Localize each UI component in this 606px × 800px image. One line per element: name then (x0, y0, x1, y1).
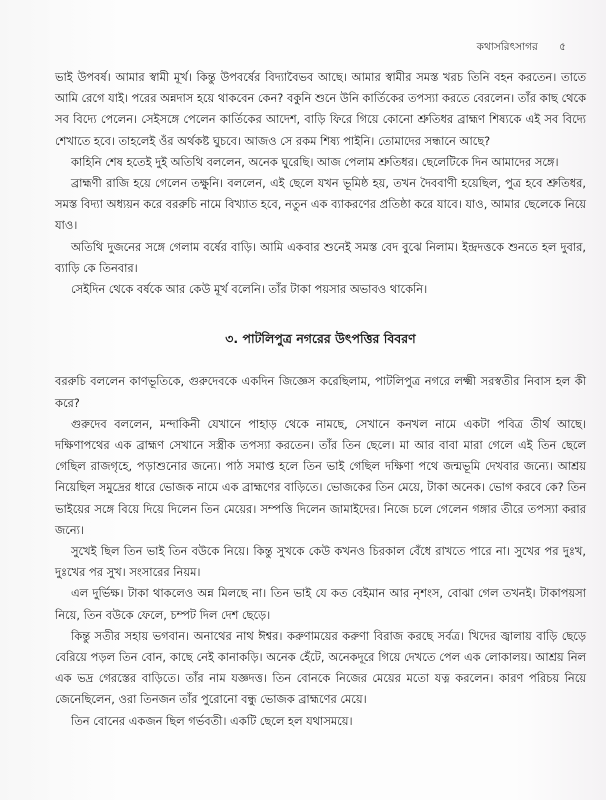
paragraph: সেইদিন থেকে বর্ষকে আর কেউ মূর্খ বলেনি। তাঁর টাকা পয়সার অভাবও থাকেনি। (71, 282, 428, 297)
paragraph: ব্রাহ্মণী রাজি হয়ে গেলেন তক্ষুনি। বললেন, এই ছেলে যখন ভূমিষ্ঠ হয়, তখন দৈববাণী হয়েছিল, পুত্র হবে শ্রুতিধর, সমস্ত বিদ্যা অধ্যয়ন করে বররুচি নামে বিখ্যাত হবে, নতুন এক ব্যাকরণের প্রতিষ্ঠা করে যাবে। যাও, আমার ছেলেকে নিয়ে যাও। (55, 176, 586, 233)
running-head (477, 40, 566, 57)
page-body (55, 67, 586, 732)
paragraph: সুখেই ছিল তিন ভাই তিন বউকে নিয়ে। কিন্তু সুখকে কেউ কখনও চিরকাল বেঁধে রাখতে পারে না। সুখের পর দুঃখ, দুঃখের পর সুখ। সংসারের নিয়ম। (55, 544, 586, 580)
paragraph: কাহিনি শেষ হতেই দুই অতিথি বললেন, অনেক ঘুরেছি। আজ পেলাম শ্রুতিধর। ছেলেটিকে দিন আমাদের সঙ্গে। (71, 154, 559, 169)
paragraph: কিন্তু সতীর সহায় ভগবান। অনাথের নাথ ঈশ্বর। করুণাময়ের করুণা বিরাজ করছে সর্বত্র। খিদের জ্বালায় বাড়ি ছেড়ে বেরিয়ে পড়ল তিন বোন, কাছে নেই কানাকড়ি। অনেক হেঁটে, অনেকদূরে গিয়ে দেখতে পেল এক লোকালয়। আশ্রয় নিল এক ভদ্র গেরস্তের বাড়িতে। তাঁর নাম যজ্ঞদত্ত। তিন বোনকে নিজের মেয়ের মতো যত্ন করলেন। কারণ পরিচয় নিয়ে জেনেছিলেন, ওরা তিনজন তাঁর পুরোনো বন্ধু ভোজক ব্রাহ্মণের মেয়ে। (55, 628, 586, 707)
page-number: ৫ (559, 41, 566, 53)
paragraph: গুরুদেব বললেন, মন্দাকিনী যেখানে পাহাড় থেকে নামছে, সেখানে কনখল নামে একটা পবিত্র তীর্থ আছে। দক্ষিণাপথের এক ব্রাহ্মণ সেখানে সস্ত্রীক তপস্যা করতেন। তাঁর তিন ছেলে। মা আর বাবা মারা গেলে এই তিন ছেলে গেছিল রাজগৃহে, পড়াশুনোর জন্যে। পাঠ সমাপ্ত হলে তিন ভাই গেছিল দক্ষিণা পথে জন্মভূমি দেখবার জন্যে। আশ্রয় নিয়েছিল সমুদ্রের ধারে ভোজক নামে এক ব্রাহ্মণের বাড়িতে। ভোজকের তিন মেয়ে, টাকা অনেক। ভোগ করবে কে? তিন ভাইয়ের সঙ্গে বিয়ে দিয়ে দিলেন তিন মেয়ের। সম্পত্তি দিলেন জামাইদের। নিজে চলে গেলেন গঙ্গার তীরে তপস্যা করার জন্যে। (55, 416, 586, 537)
paragraph: অতিথি দুজনের সঙ্গে গেলাম বর্ষের বাড়ি। আমি একবার শুনেই সমস্ত বেদ বুঝে নিলাম। ইন্দ্রদত্তকে শুনতে হল দুবার, ব্যাড়ি কে তিনবার। (55, 239, 586, 275)
paragraph: এল দুর্ভিক্ষ। টাকা থাকলেও অন্ন মিলছে না। তিন ভাই যে কত বেইমান আর নৃশংস, বোঝা গেল তখনই। টাকাপয়সা নিয়ে, তিন বউকে ফেলে, চম্পট দিল দেশ ছেড়ে। (55, 586, 586, 622)
paragraph: তিন বোনের একজন ছিল গর্ভবতী। একটি ছেলে হল যথাসময়ে। (71, 713, 353, 728)
paragraph: ভাই উপবর্ষ। আমার স্বামী মূর্খ। কিন্তু উপবর্ষের বিদ্যাবৈভব আছে। আমার স্বামীর সমস্ত খরচ তিনি বহন করতেন। তাতে আমি রেগে যাই। পরের অন্নদাস হয়ে থাকবেন কেন? বকুনি শুনে উনি কার্তিকের তপস্যা করতে বেরলেন। তাঁর কাছ থেকে সব বিদ্যে পেলেন। সেইসঙ্গে পেলেন কার্তিকের আদেশ, বাড়ি ফিরে গিয়ে কোনো শ্রুতিধর ব্রাহ্মণ শিষ্যকে এই সব বিদ্যে শেখাতে হবে। তাহলেই ওঁর অর্থকষ্ট ঘুচবে। আজও সে রকম শিষ্য পাইনি। তোমাদের সন্ধানে আছে? (55, 70, 586, 148)
paragraph: বররুচি বললেন কাণভূতিকে, গুরুদেবকে একদিন জিজ্ঞেস করেছিলাম, পাটলিপুত্র নগরে লক্ষ্মী সরস্বতীর নিবাস হল কী করে? (55, 374, 586, 410)
section-heading: ৩. পাটলিপুত্র নগরের উৎপত্তির বিবরণ (225, 331, 416, 347)
book-title: কথাসরিৎসাগর (476, 41, 538, 53)
